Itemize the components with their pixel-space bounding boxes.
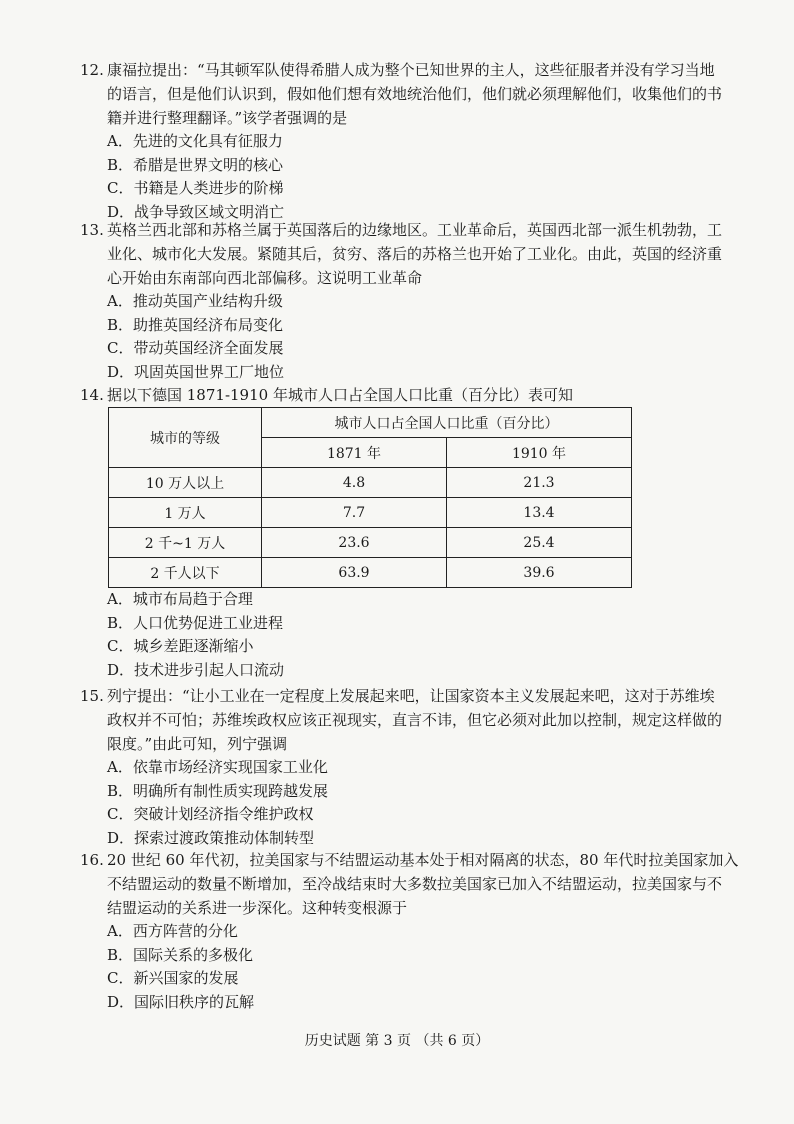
option-a: A．西方阵营的分化 bbox=[107, 922, 238, 940]
option-c: C．带动英国经济全面发展 bbox=[107, 339, 284, 357]
table-year-header: 1910 年 bbox=[447, 438, 632, 468]
question-number: 13. bbox=[80, 221, 104, 239]
option-d: D．战争导致区域文明消亡 bbox=[107, 202, 285, 221]
question-stem-line: 限度。”由此可知，列宁强调 bbox=[107, 735, 288, 753]
option-a: A．城市布局趋于合理 bbox=[107, 590, 253, 608]
table-cell-value: 39.6 bbox=[447, 558, 632, 588]
option-a: A．依靠市场经济实现国家工业化 bbox=[107, 758, 328, 776]
page-footer: 历史试题 第 3 页 （共 6 页） bbox=[304, 1033, 490, 1049]
option-d: D．技术进步引起人口流动 bbox=[107, 660, 285, 679]
table-group-header: 城市人口占全国人口比重（百分比） bbox=[262, 408, 632, 438]
question-13 bbox=[80, 218, 723, 384]
table-row bbox=[109, 528, 632, 558]
question-number: 15. bbox=[80, 687, 104, 705]
question-stem-line: 列宁提出：“让小工业在一定程度上发展起来吧，让国家资本主义发展起来吧，这对于苏维埃 bbox=[107, 687, 715, 705]
question-number: 14. bbox=[80, 386, 104, 404]
question-stem-line: 籍并进行整理翻译。”该学者强调的是 bbox=[107, 109, 348, 127]
table-cell-label: 2 千人以下 bbox=[109, 558, 262, 588]
option-a: A．先进的文化具有征服力 bbox=[107, 132, 283, 150]
question-14 bbox=[80, 383, 720, 407]
question-stem-line: 业化、城市化大发展。紧随其后，贫穷、落后的苏格兰也开始了工业化。由此，英国的经济重 bbox=[107, 245, 723, 263]
question-15 bbox=[80, 684, 723, 850]
question-stem-line: 心开始由东南部向西北部偏移。这说明工业革命 bbox=[107, 269, 423, 287]
question-stem-line: 20 世纪 60 年代初，拉美国家与不结盟运动基本处于相对隔离的状态，80 年代时拉美国家加入 bbox=[107, 851, 739, 869]
option-b: B．助推英国经济布局变化 bbox=[107, 315, 284, 334]
question-stem-line: 据以下德国 1871-1910 年城市人口占全国人口比重（百分比）表可知 bbox=[107, 386, 573, 404]
table-cell-value: 25.4 bbox=[447, 528, 632, 558]
question-number: 16. bbox=[80, 851, 104, 869]
question-stem-line: 康福拉提出：“马其顿军队使得希腊人成为整个已知世界的主人，这些征服者并没有学习当地 bbox=[107, 61, 715, 79]
table-cell-label: 2 千~1 万人 bbox=[109, 528, 262, 558]
question-stem-line: 的语言，但是他们认识到，假如他们想有效地统治他们，他们就必须理解他们，收集他们的书 bbox=[107, 85, 723, 103]
table-cell-value: 23.6 bbox=[262, 528, 447, 558]
question-number: 12. bbox=[80, 61, 104, 79]
option-c: C．书籍是人类进步的阶梯 bbox=[107, 179, 284, 197]
question-14-options bbox=[80, 588, 720, 682]
table-row bbox=[109, 498, 632, 528]
option-b: B．人口优势促进工业进程 bbox=[107, 613, 284, 632]
option-c: C．突破计划经济指令维护政权 bbox=[107, 805, 314, 823]
option-d: D．国际旧秩序的瓦解 bbox=[107, 992, 255, 1011]
option-b: B．希腊是世界文明的核心 bbox=[107, 155, 284, 174]
question-stem-line: 政权并不可怕；苏维埃政权应该正视现实，直言不讳，但它必须对此加以控制，规定这样做的 bbox=[107, 711, 723, 729]
question-stem-line: 不结盟运动的数量不断增加，至冷战结束时大多数拉美国家已加入不结盟运动，拉美国家与不 bbox=[107, 875, 723, 893]
table-row bbox=[109, 468, 632, 498]
question-16 bbox=[80, 848, 739, 1014]
table-cell-value: 21.3 bbox=[447, 468, 632, 498]
table-row bbox=[109, 558, 632, 588]
option-c: C．城乡差距逐渐缩小 bbox=[107, 637, 254, 655]
option-b: B．明确所有制性质实现跨越发展 bbox=[107, 781, 329, 800]
table-cell-value: 4.8 bbox=[262, 468, 447, 498]
option-c: C．新兴国家的发展 bbox=[107, 969, 239, 987]
population-table bbox=[108, 407, 632, 588]
table-cell-label: 10 万人以上 bbox=[109, 468, 262, 498]
table-cell-value: 63.9 bbox=[262, 558, 447, 588]
table-cell-value: 13.4 bbox=[447, 498, 632, 528]
table-cell-value: 7.7 bbox=[262, 498, 447, 528]
table-year-header: 1871 年 bbox=[262, 438, 447, 468]
option-d: D．巩固英国世界工厂地位 bbox=[107, 362, 285, 381]
question-12 bbox=[80, 58, 723, 224]
table-row-header: 城市的等级 bbox=[109, 408, 262, 468]
question-stem-line: 结盟运动的关系进一步深化。这种转变根源于 bbox=[107, 899, 408, 917]
question-stem-line: 英格兰西北部和苏格兰属于英国落后的边缘地区。工业革命后，英国西北部一派生机勃勃，工 bbox=[107, 221, 723, 239]
option-b: B．国际关系的多极化 bbox=[107, 945, 254, 964]
option-a: A．推动英国产业结构升级 bbox=[107, 292, 283, 310]
option-d: D．探索过渡政策推动体制转型 bbox=[107, 828, 315, 847]
table-cell-label: 1 万人 bbox=[109, 498, 262, 528]
